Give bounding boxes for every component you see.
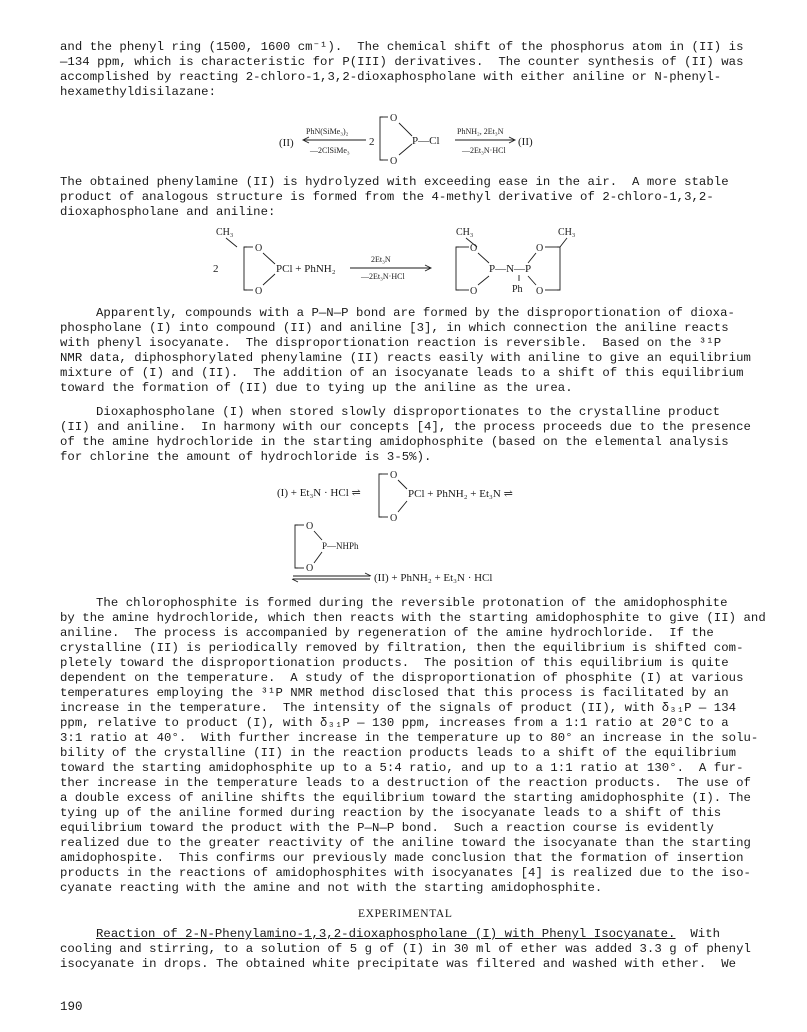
text-line: Dioxaphospholane (I) when stored slowly disproportionates to the crystalline product — [96, 405, 721, 419]
text-line: increase in the temperature. The intensity of the signals of product (II), with δ₃₁P — 134 — [60, 701, 737, 715]
text-line: toward the formation of (II) due to tying up the aniline as the urea. — [60, 381, 573, 395]
ring-bond — [314, 552, 322, 563]
ring-oxygen: O — [470, 286, 478, 297]
scheme2-bridge: P—N—P — [489, 263, 532, 275]
ring-bond — [314, 531, 322, 540]
scheme3-left-side: (I) + Et₃N · HCl ⇌ — [277, 487, 361, 499]
ring-oxygen: O — [255, 286, 263, 297]
text-line: ppm, relative to product (I), with δ₃₁P — 130 ppm, increases from a 1:1 ratio at 20°C to a — [60, 716, 729, 730]
scheme2-methyl-right: CH₃ — [558, 227, 576, 238]
ring-bond — [398, 480, 407, 489]
scheme1-right-arrow-top: PhNH₂, 2Et₃N — [457, 127, 504, 136]
text-line: NMR data, diphosphorylated phenylamine (II) reacts easily with aniline to give an equilibrium — [60, 351, 751, 365]
text-line: amidophospite. This confirms our previously made conclusion that the formation of insertion — [60, 851, 744, 865]
text-line: phospholane (I) into compound (II) and aniline [3], in which connection the aniline reacts — [60, 321, 729, 335]
text-line: ther increase in the temperature leads to a destruction of the reaction products. The use of — [60, 776, 751, 790]
text-line: realized due to the greater reactivity of the aniline toward the isocyanate than the starting — [60, 836, 751, 850]
scheme2-methyl-left: CH₃ — [216, 227, 234, 238]
text-line: aniline. The process is accompanied by regeneration of the amine hydrochloride. If the — [60, 626, 714, 640]
ring-oxygen: O — [306, 521, 314, 532]
text-line: —134 ppm, which is characteristic for P(III) derivatives. The counter synthesis of (II) was — [60, 55, 744, 69]
text-line: temperatures employing the ³¹P NMR method disclosed that this process is facilitated by an — [60, 686, 729, 700]
scheme1-group: P—Cl — [412, 135, 440, 147]
scheme1-coefficient: 2 — [369, 136, 375, 148]
scheme1-right-product: (II) — [518, 136, 533, 148]
ring-oxygen-bottom: O — [390, 156, 398, 167]
text-line: 3:1 ratio at 40°. With further increase in the temperature up to 80° an increase in the solu- — [60, 731, 759, 745]
scheme3-group: P—NHPh — [322, 541, 359, 551]
text-line: products in the reactions of amidophosphites with isocyanates [4] is realized due to the iso- — [60, 866, 751, 880]
scheme3-result: (II) + PhNH₂ + Et₃N · HCl — [374, 572, 493, 584]
text-line: pletely toward the disproportionation products. The position of this equilibrium is quite — [60, 656, 729, 670]
section-heading-experimental: EXPERIMENTAL — [358, 908, 453, 920]
ring-oxygen: O — [390, 513, 398, 524]
text-line: dioxaphospholane and aniline: — [60, 205, 276, 219]
scheme1-left-arrow-bottom: —2ClSiMe₃ — [310, 146, 350, 155]
text-line: of the amine hydrochloride in the starting amidophosphite (based on the elemental analysis — [60, 435, 729, 449]
text-line: hexamethyldisilazane: — [60, 85, 217, 99]
ring-oxygen: O — [306, 563, 314, 574]
text-line: and the phenyl ring (1500, 1600 cm⁻¹). The chemical shift of the phosphorus atom in (II) is — [60, 40, 744, 54]
ring-bond — [398, 501, 407, 512]
ring-oxygen-top: O — [390, 113, 398, 124]
experimental-line1-rest: With — [675, 927, 721, 941]
ring-oxygen: O — [390, 470, 398, 481]
scheme2-coefficient: 2 — [213, 263, 219, 275]
scheme1-left-product: (II) — [279, 137, 294, 149]
text-line: mixture of (I) and (II). The addition of an isocyanate leads to a shift of this equilibrium — [60, 366, 744, 380]
ring-oxygen: O — [536, 286, 544, 297]
scheme2-methyl-mid: CH₃ — [456, 227, 474, 238]
text-line: toward the starting amidophosphite up to a 5:4 ratio, and up to a 1:1 ratio at 130°. A fur- — [60, 761, 744, 775]
text-line: equilibrium toward the product with the P—N—P bond. Such a reaction course is evidently — [60, 821, 714, 835]
scheme3-ring2-bracket — [295, 525, 298, 568]
text-line: by the amine hydrochloride, which then reacts with the starting amidophosphite to give (II) and — [60, 611, 766, 625]
scheme1-right-arrow-bottom: —2Et₃N·HCl — [462, 146, 506, 155]
experimental-first-line — [96, 927, 720, 942]
text-line: product of analogous structure is formed from the 4-methyl derivative of 2-chloro-1,3,2- — [60, 190, 714, 204]
ring-oxygen: O — [470, 243, 478, 254]
text-line: The obtained phenylamine (II) is hydrolyzed with exceeding ease in the air. A more stable — [60, 175, 729, 189]
text-line: for chlorine the amount of hydrochloride is 3-5%). — [60, 450, 432, 464]
experimental-subheading: Reaction of 2-N-Phenylamino-1,3,2-dioxaphospholane (I) with Phenyl Isocyanate. — [96, 927, 676, 941]
scheme3-right-side: PCl + PhNH₂ + Et₃N ⇌ — [408, 488, 513, 500]
text-line: bility of the crystalline (II) in the reaction products leads to a shift of the equilibrium — [60, 746, 737, 760]
text-line: isocyanate in drops. The obtained white precipitate was filtered and washed with ether. We — [60, 957, 737, 971]
text-line: with phenyl isocyanate. The disproportionation reaction is reversible. Based on the ³¹P — [60, 336, 722, 350]
scheme2-arrow-top: 2Et₃N — [371, 255, 391, 264]
text-line: a double excess of aniline shifts the equilibrium toward the starting amidophosphite (I). The — [60, 791, 751, 805]
ring-oxygen: O — [536, 243, 544, 254]
page-number: 190 — [60, 1000, 83, 1014]
scheme2-phenyl: Ph — [512, 284, 523, 295]
text-line: cooling and stirring, to a solution of 5 g of (I) in 30 ml of ether was added 3.3 g of phenyl — [60, 942, 751, 956]
scheme1-left-arrow-top: PhN(SiMe₃)₂ — [306, 127, 349, 136]
text-line: tying up of the aniline formed during reaction by the isocyanate leads to a shift of this — [60, 806, 722, 820]
text-line: dependent on the temperature. A study of the disproportionation of phosphite (I) at various — [60, 671, 744, 685]
scheme2-reactant-group: PCl + PhNH₂ — [276, 263, 336, 275]
scheme2-arrow-bottom: —2Et₃N·HCl — [361, 272, 405, 281]
text-line: accomplished by reacting 2-chloro-1,3,2-dioxaphospholane with either aniline or N-phenyl- — [60, 70, 722, 84]
text-line: The chlorophosphite is formed during the reversible protonation of the amidophosphite — [96, 596, 728, 610]
scheme3-ring-bracket — [379, 474, 382, 517]
text-line: cyanate reacting with the amine and not with the starting amidophosphite. — [60, 881, 603, 895]
ring-oxygen: O — [255, 243, 263, 254]
text-line: Apparently, compounds with a P—N—P bond are formed by the disproportionation of dioxa- — [96, 306, 735, 320]
text-line: (II) and aniline. In harmony with our concepts [4], the process proceeds due to the presence — [60, 420, 751, 434]
text-line: crystalline (II) is periodically removed by filtration, then the equilibrium is shifted com- — [60, 641, 744, 655]
